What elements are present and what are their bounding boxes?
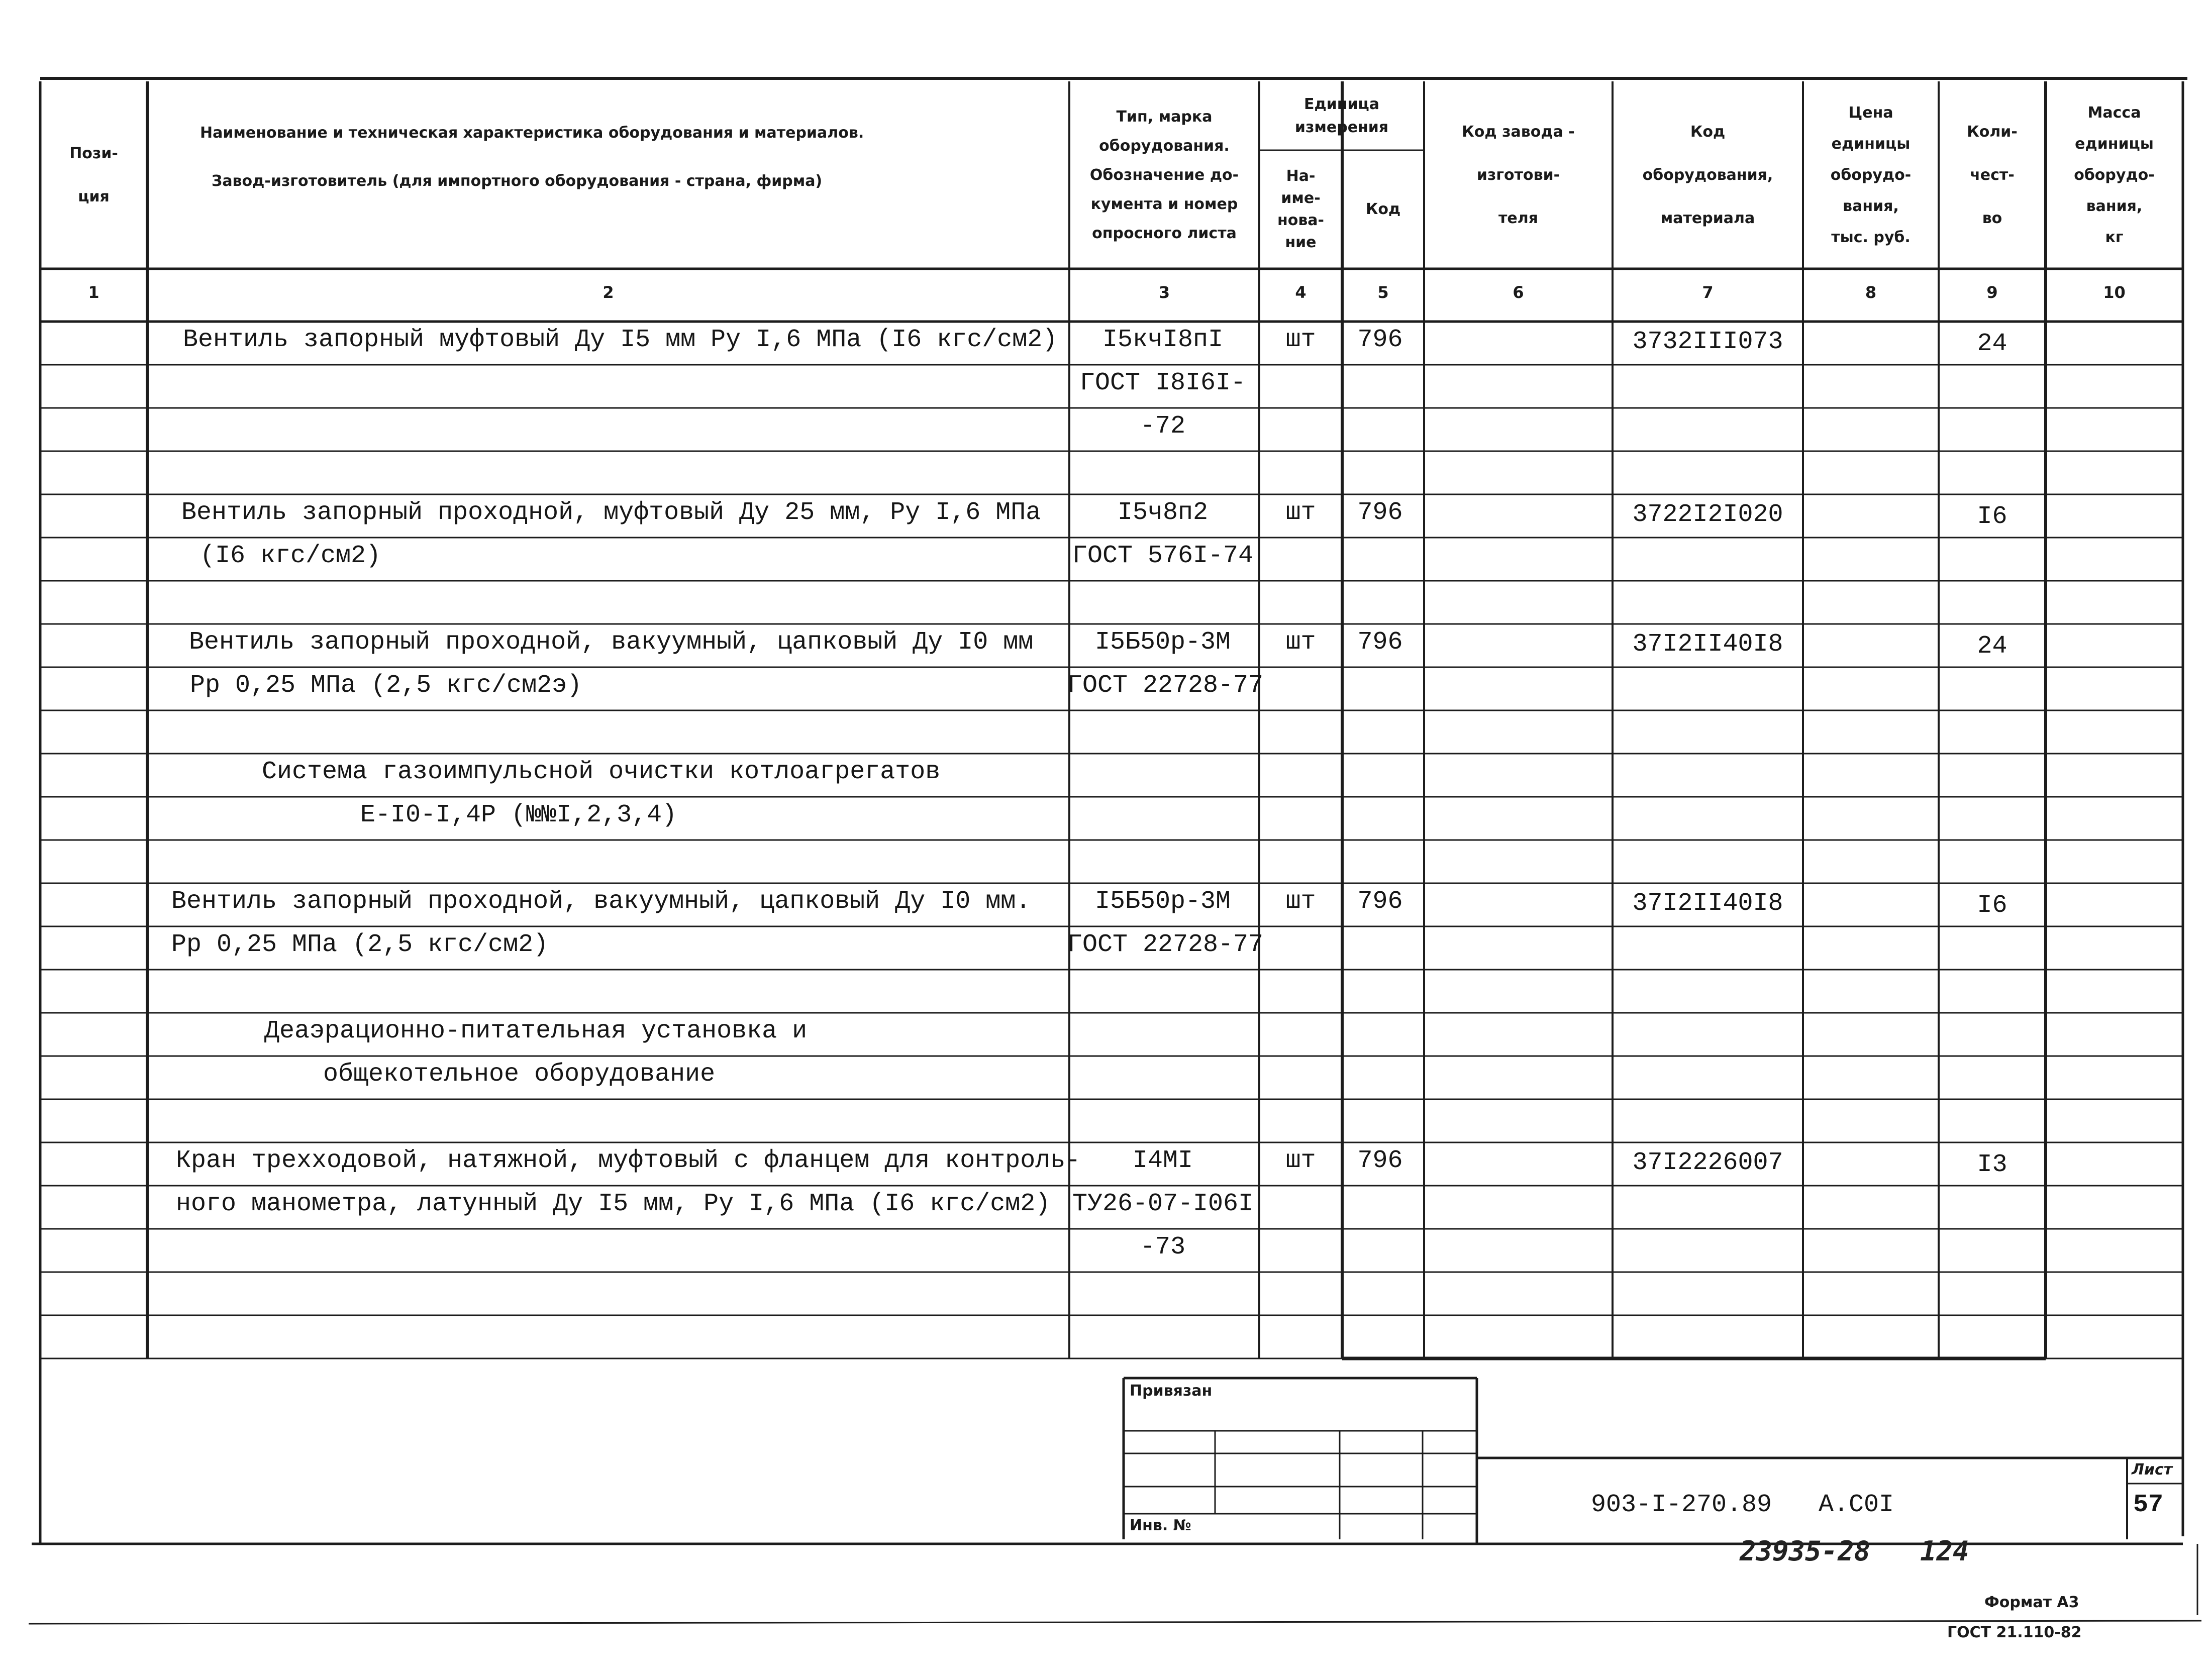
item-type: I5ч8п2 bbox=[1117, 498, 1209, 527]
sheet-label: Лист bbox=[2132, 1461, 2173, 1479]
handwritten-page: 124 bbox=[1920, 1535, 1969, 1567]
cut-line bbox=[29, 1621, 2201, 1624]
item-unit-code: 796 bbox=[1357, 498, 1403, 527]
column-number: 1 bbox=[88, 283, 99, 302]
item-unit: шт bbox=[1285, 628, 1316, 657]
item-name: ного манометра, латунный Ду I5 мм, Ру I,6 МПа (I6 кгс/см2) bbox=[176, 1190, 1051, 1218]
header-name-line2: Завод-изготовитель (для импортного оборудования - страна, фирма) bbox=[212, 172, 823, 190]
item-name: Вентиль запорный проходной, муфтовый Ду 25 мм, Ру I,6 МПа bbox=[181, 498, 1041, 527]
item-unit-code: 796 bbox=[1357, 887, 1403, 916]
column-number: 7 bbox=[1702, 283, 1714, 302]
item-name: Вентиль запорный проходной, вакуумный, цапковый Ду I0 мм bbox=[189, 628, 1034, 657]
item-equipment-code: 3732III073 bbox=[1632, 328, 1783, 356]
inventory-number-label: Инв. № bbox=[1130, 1517, 1191, 1534]
item-quantity: I6 bbox=[1977, 502, 2007, 531]
header-unit-name: На- име- нова- ние bbox=[1277, 167, 1325, 251]
header-unit-group: Единица измерения bbox=[1294, 95, 1389, 136]
column-number: 2 bbox=[602, 283, 614, 302]
item-name: Вентиль запорный проходной, вакуумный, цапковый Ду I0 мм. bbox=[171, 887, 1031, 916]
item-equipment-code: 37I2II40I8 bbox=[1632, 630, 1783, 659]
item-name: Деаэрационно-питательная установка и bbox=[264, 1017, 808, 1045]
item-type: ГОСТ I8I6I- bbox=[1079, 369, 1246, 397]
header-factory-code: Код завода - изготови- теля bbox=[1462, 123, 1575, 227]
item-unit: шт bbox=[1285, 326, 1316, 354]
item-type: ГОСТ 22728-77 bbox=[1067, 671, 1264, 700]
column-number: 3 bbox=[1158, 283, 1170, 302]
header-mass: Масса единицы оборудо- вания, кг bbox=[2074, 103, 2155, 246]
header-unit-code: Код bbox=[1365, 200, 1401, 218]
item-type: I5кчI8пI bbox=[1102, 326, 1224, 354]
item-type: ТУ26-07-I06I bbox=[1072, 1190, 1254, 1218]
item-type: I5Б50р-3М bbox=[1094, 887, 1231, 916]
column-number: 5 bbox=[1377, 283, 1389, 302]
item-name: Кран трехходовой, натяжной, муфтовый с фланцем для контроль- bbox=[176, 1146, 1081, 1175]
item-name: Рр 0,25 МПа (2,5 кгс/см2) bbox=[171, 930, 549, 959]
item-unit: шт bbox=[1285, 887, 1316, 916]
item-equipment-code: 37I2226007 bbox=[1632, 1148, 1783, 1177]
item-equipment-code: 3722I2I020 bbox=[1632, 500, 1783, 529]
item-quantity: I6 bbox=[1977, 891, 2007, 920]
sheet-number: 57 bbox=[2133, 1491, 2164, 1519]
column-number: 8 bbox=[1865, 283, 1877, 302]
item-name: Система газоимпульсной очистки котлоагрегатов bbox=[262, 758, 941, 786]
item-unit: шт bbox=[1285, 498, 1316, 527]
item-equipment-code: 37I2II40I8 bbox=[1632, 889, 1783, 918]
header-price: Цена единицы оборудо- вания, тыс. руб. bbox=[1830, 103, 1912, 246]
handwritten-number: 23935-28 bbox=[1740, 1535, 1871, 1567]
header-quantity: Коли- чест- во bbox=[1967, 123, 2018, 227]
item-unit: шт bbox=[1285, 1146, 1316, 1175]
format-label: Формат А3 bbox=[1984, 1594, 2079, 1611]
item-type: -72 bbox=[1140, 412, 1185, 441]
item-type: ГОСТ 576I-74 bbox=[1072, 542, 1254, 570]
column-number: 6 bbox=[1513, 283, 1524, 302]
column-number: 4 bbox=[1295, 283, 1307, 302]
header-type: Тип, марка оборудования. Обозначение до- кумента и номер опросного листа bbox=[1089, 108, 1239, 242]
item-type: I5Б50р-3М bbox=[1094, 628, 1231, 657]
item-quantity: 24 bbox=[1977, 632, 2007, 661]
item-name: общекотельное оборудование bbox=[323, 1060, 716, 1089]
header-equipment-code: Код оборудования, материала bbox=[1642, 123, 1773, 227]
item-type: I4МI bbox=[1132, 1146, 1193, 1175]
linked-label: Привязан bbox=[1130, 1382, 1213, 1400]
item-type: -73 bbox=[1140, 1233, 1185, 1262]
item-name: (I6 кгс/см2) bbox=[200, 542, 381, 570]
item-name: Вентиль запорный муфтовый Ду I5 мм Ру I,6 МПа (I6 кгс/см2) bbox=[183, 326, 1058, 354]
header-name-line1: Наименование и техническая характеристика оборудования и материалов. bbox=[200, 124, 864, 142]
item-name: Рр 0,25 МПа (2,5 кгс/см2э) bbox=[190, 671, 582, 700]
item-unit-code: 796 bbox=[1357, 628, 1403, 657]
item-type: ГОСТ 22728-77 bbox=[1067, 930, 1264, 959]
item-name: Е-I0-I,4Р (№№I,2,3,4) bbox=[360, 801, 677, 829]
item-unit-code: 796 bbox=[1357, 326, 1403, 354]
item-unit-code: 796 bbox=[1357, 1146, 1403, 1175]
item-quantity: I3 bbox=[1977, 1150, 2007, 1179]
item-quantity: 24 bbox=[1977, 330, 2007, 358]
header-position: Пози- ция bbox=[69, 144, 118, 205]
column-number: 10 bbox=[2103, 283, 2126, 302]
document-number: 903-I-270.89 bbox=[1591, 1491, 1772, 1519]
document-code: А.С0I bbox=[1819, 1491, 1894, 1519]
column-number: 9 bbox=[1986, 283, 1998, 302]
standard-label: ГОСТ 21.110-82 bbox=[1947, 1624, 2082, 1641]
